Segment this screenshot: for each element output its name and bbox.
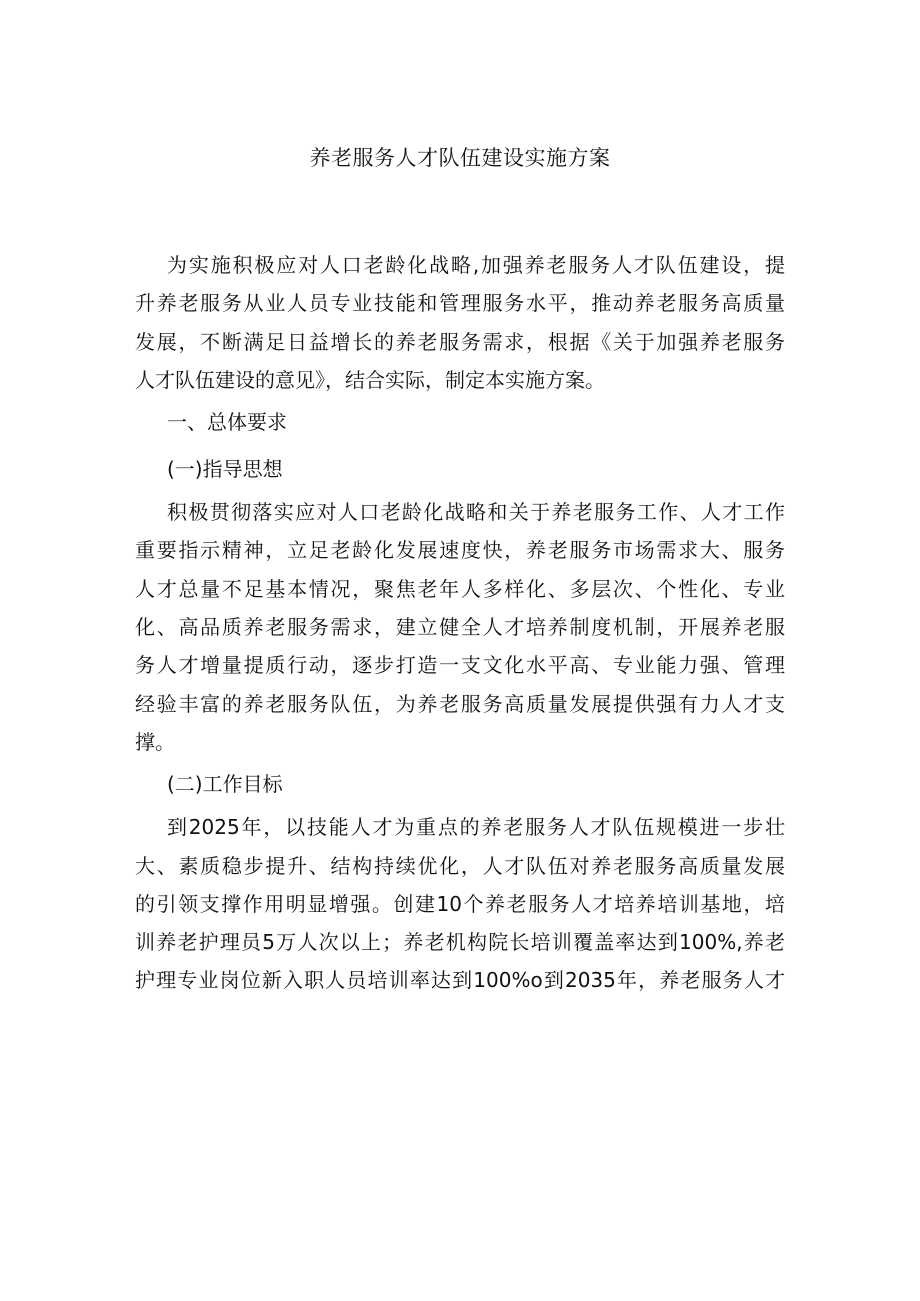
- paragraph-line: 人才总量不足基本情况，聚焦老年人多样化、多层次、个性化、专业: [135, 576, 785, 601]
- intro-line: 发展，不断满足日益增长的养老服务需求，根据《关于加强养老服务: [135, 329, 785, 354]
- paragraph-line: 重要指示精神，立足老龄化发展速度快，养老服务市场需求大、服务: [135, 538, 785, 563]
- paragraph-line: 护理专业岗位新入职人员培训率达到100%o到2035年，养老服务人才: [135, 968, 785, 993]
- subsection-heading: (二)工作目标: [167, 772, 283, 797]
- paragraph-line: 经验丰富的养老服务队伍，为养老服务高质量发展提供强有力人才支: [135, 691, 785, 716]
- intro-line: 为实施积极应对人口老龄化战略,加强养老服务人才队伍建设，提: [167, 253, 785, 277]
- paragraph-line: 的引领支撑作用明显增强。创建10个养老服务人才培养培训基地，培: [135, 891, 785, 916]
- intro-line: 升养老服务从业人员专业技能和管理服务水平，推动养老服务高质量: [135, 291, 785, 316]
- paragraph-line: 训养老护理员5万人次以上；养老机构院长培训覆盖率达到100%,养老: [135, 930, 785, 955]
- paragraph-line: 大、素质稳步提升、结构持续优化，人才队伍对养老服务高质量发展: [135, 853, 785, 878]
- paragraph-line: 到2025年，以技能人才为重点的养老服务人才队伍规模进一步壮: [167, 815, 785, 840]
- document-body: [135, 246, 785, 1000]
- paragraph-line: 化、高品质养老服务需求，建立健全人才培养制度机制，开展养老服: [135, 615, 785, 640]
- paragraph-line: 撑。: [135, 729, 175, 754]
- paragraph-line: 务人才增量提质行动，逐步打造一支文化水平高、专业能力强、管理: [135, 653, 785, 678]
- subsection-heading: (一)指导思想: [167, 457, 283, 482]
- section-heading: 一、总体要求: [167, 410, 287, 435]
- intro-line: 人才队伍建设的意见》，结合实际，制定本实施方案。: [135, 367, 605, 392]
- paragraph-line: 积极贯彻落实应对人口老龄化战略和关于养老服务工作、人才工作: [167, 500, 785, 525]
- document-title: 养老服务人才队伍建设实施方案: [309, 146, 611, 170]
